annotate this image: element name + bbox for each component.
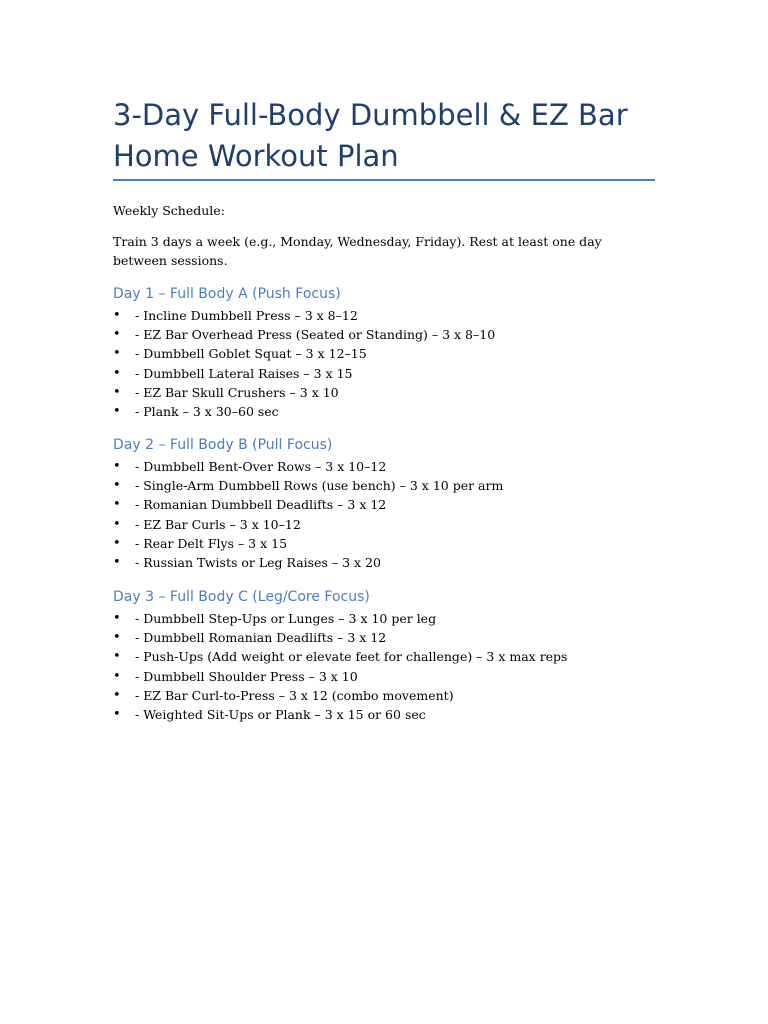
bullet-icon: • <box>113 611 121 626</box>
exercise-text: - Weighted Sit-Ups or Plank – 3 x 15 or 60 sec <box>135 706 426 722</box>
bullet-icon: • <box>113 706 121 722</box>
exercise-item <box>113 402 495 421</box>
exercise-text: - EZ Bar Curls – 3 x 10–12 <box>135 516 301 532</box>
exercise-item <box>113 344 495 363</box>
exercise-item <box>113 667 567 686</box>
exercise-text: - Dumbbell Step-Ups or Lunges – 3 x 10 per leg <box>135 611 437 626</box>
exercise-item <box>113 383 495 402</box>
bullet-icon: • <box>113 554 121 570</box>
exercise-item <box>113 364 495 383</box>
bullet-icon: • <box>113 497 121 513</box>
exercise-text: - Rear Delt Flys – 3 x 15 <box>135 535 288 551</box>
exercise-item <box>113 495 503 514</box>
exercise-item <box>113 553 503 572</box>
exercise-text: - Dumbbell Lateral Raises – 3 x 15 <box>135 365 353 381</box>
bullet-icon: • <box>113 346 121 362</box>
day-2-exercise-list <box>113 457 503 572</box>
day-1-heading: Day 1 – Full Body A (Push Focus) <box>113 286 341 302</box>
exercise-item <box>113 534 503 553</box>
exercise-text: - Dumbbell Bent-Over Rows – 3 x 10–12 <box>135 459 387 474</box>
bullet-icon: • <box>113 649 121 665</box>
bullet-icon: • <box>113 535 121 551</box>
exercise-item <box>113 628 567 647</box>
exercise-text: - Romanian Dumbbell Deadlifts – 3 x 12 <box>135 497 387 513</box>
title-line-2: Home Workout Plan <box>113 139 399 173</box>
bullet-icon: • <box>113 668 121 684</box>
exercise-item <box>113 609 567 628</box>
exercise-item <box>113 457 503 476</box>
bullet-icon: • <box>113 459 121 474</box>
bullet-icon: • <box>113 478 121 494</box>
bullet-icon: • <box>113 384 121 400</box>
bullet-icon: • <box>113 687 121 703</box>
exercise-text: - Russian Twists or Leg Raises – 3 x 20 <box>135 554 381 570</box>
exercise-text: - Push-Ups (Add weight or elevate feet for challenge) – 3 x max reps <box>135 649 568 665</box>
bullet-icon: • <box>113 630 121 646</box>
exercise-item <box>113 476 503 495</box>
title-underline <box>113 179 655 181</box>
exercise-text: - Dumbbell Shoulder Press – 3 x 10 <box>135 668 358 684</box>
exercise-text: - Plank – 3 x 30–60 sec <box>135 403 279 419</box>
bullet-icon: • <box>113 403 121 419</box>
exercise-text: - EZ Bar Skull Crushers – 3 x 10 <box>135 384 339 400</box>
bullet-icon: • <box>113 308 121 323</box>
exercise-item <box>113 647 567 666</box>
exercise-item <box>113 325 495 344</box>
bullet-icon: • <box>113 327 121 343</box>
exercise-text: - Incline Dumbbell Press – 3 x 8–12 <box>135 308 358 323</box>
document-title <box>113 95 655 177</box>
exercise-item <box>113 686 567 705</box>
schedule-text: Train 3 days a week (e.g., Monday, Wednesday, Friday). Rest at least one day between sessions. <box>113 234 602 268</box>
day-3-heading: Day 3 – Full Body C (Leg/Core Focus) <box>113 589 370 605</box>
day-1-exercise-list <box>113 306 495 421</box>
exercise-item <box>113 705 567 724</box>
exercise-item <box>113 515 503 534</box>
title-line-1: 3-Day Full-Body Dumbbell & EZ Bar <box>113 98 628 132</box>
exercise-item <box>113 306 495 325</box>
exercise-text: - EZ Bar Curl-to-Press – 3 x 12 (combo movement) <box>135 687 454 703</box>
bullet-icon: • <box>113 516 121 532</box>
bullet-icon: • <box>113 365 121 381</box>
day-3-exercise-list <box>113 609 567 724</box>
day-2-heading: Day 2 – Full Body B (Pull Focus) <box>113 437 333 453</box>
exercise-text: - EZ Bar Overhead Press (Seated or Standing) – 3 x 8–10 <box>135 327 496 343</box>
schedule-label: Weekly Schedule: <box>113 203 225 218</box>
exercise-text: - Single-Arm Dumbbell Rows (use bench) – 3 x 10 per arm <box>135 478 504 494</box>
exercise-text: - Dumbbell Romanian Deadlifts – 3 x 12 <box>135 630 387 646</box>
exercise-text: - Dumbbell Goblet Squat – 3 x 12–15 <box>135 346 367 362</box>
